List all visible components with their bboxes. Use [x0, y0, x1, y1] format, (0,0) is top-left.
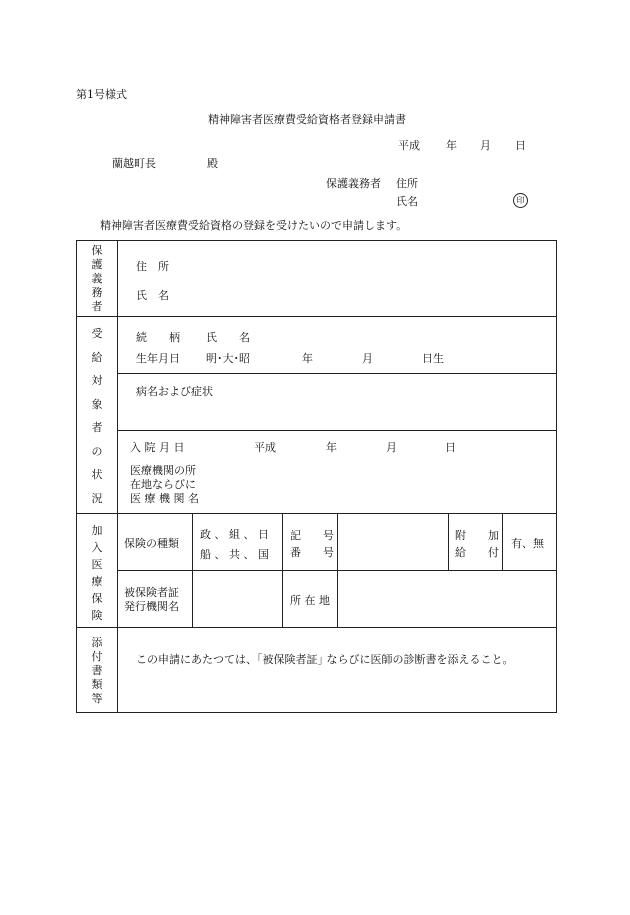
applicant-address-label: 住所 — [396, 177, 418, 190]
birth-month-label: 月 — [362, 352, 373, 365]
yes-no-choice: 有、無 — [511, 537, 544, 550]
row-divider-illness — [117, 373, 557, 374]
birth-day-label: 日生 — [422, 352, 444, 365]
admission-month-label: 月 — [386, 441, 397, 454]
admission-day-label: 日 — [445, 441, 456, 454]
table-border-left — [76, 240, 77, 713]
date-day-label: 日 — [515, 139, 526, 152]
form-number: 第1号様式 — [76, 88, 127, 101]
admission-date-label: 入 院 月 日 — [130, 441, 185, 454]
hospital-label-line2: 在地ならびに — [130, 478, 196, 491]
attachments-note: この申請にあたつては、｢被保険者証｣ ならびに医師の診断書を添えること。 — [136, 653, 514, 666]
honorific: 殿 — [207, 157, 218, 170]
insurance-col-divider-3 — [337, 513, 338, 628]
application-statement: 精神障害者医療費受給資格の登録を受けたいので申請します。 — [100, 219, 408, 232]
issuer-location-label: 所 在 地 — [290, 594, 330, 607]
insurance-col-divider-4 — [448, 513, 449, 571]
seal-mark: 印 — [513, 193, 528, 208]
subject-name-label: 氏 名 — [206, 331, 250, 344]
attached-benefit-line1: 附 加 — [455, 529, 499, 542]
addressee: 蘭越町長 — [112, 157, 156, 170]
birth-eras: 明･大･昭 — [206, 352, 250, 365]
section-divider-guardian — [76, 316, 557, 317]
date-month-label: 月 — [480, 139, 491, 152]
form-title: 精神障害者医療費受給資格者登録申請書 — [208, 113, 406, 126]
date-era: 平成 — [398, 139, 420, 152]
birthdate-label: 生年月日 — [136, 352, 180, 365]
insurance-col-divider-1 — [192, 513, 193, 628]
relation-label: 続 柄 — [136, 331, 180, 344]
guardian-label: 保護義務者 — [326, 177, 381, 190]
illness-label: 病名および症状 — [136, 385, 213, 398]
insurance-types-line2: 船 、 共 、 国 — [200, 548, 269, 561]
subject-section-label: 受給対象者の状況 — [91, 327, 103, 505]
date-year-label: 年 — [446, 139, 457, 152]
number-label: 番 号 — [290, 546, 334, 559]
row-divider-admission — [117, 430, 557, 431]
insurance-col-divider-2 — [282, 513, 283, 628]
insurance-types-line1: 政 、 組 、 日 — [200, 528, 269, 541]
hospital-label-line3: 医 療 機 関 名 — [130, 492, 199, 505]
attached-benefit-line2: 給 付 — [455, 546, 499, 559]
guardian-section-label: 保護義務者 — [91, 244, 103, 313]
table-border-right — [556, 240, 557, 713]
issuer-label-line2: 発行機関名 — [124, 600, 179, 613]
issuer-label-line1: 被保険者証 — [124, 586, 179, 599]
symbol-label: 記 号 — [290, 529, 334, 542]
admission-year-label: 年 — [326, 441, 337, 454]
table-border-bottom — [76, 712, 557, 713]
insurance-type-label: 保険の種類 — [124, 537, 179, 550]
insurance-section-label: 加入医療保険 — [91, 524, 103, 622]
guardian-name-label: 氏 名 — [136, 289, 169, 302]
attachments-section-label: 添付書類等 — [91, 636, 103, 705]
hospital-label-line1: 医療機関の所 — [130, 464, 196, 477]
admission-era: 平成 — [254, 441, 276, 454]
table-border-top — [76, 240, 557, 241]
insurance-col-divider-5 — [502, 513, 503, 571]
applicant-name-label: 氏名 — [396, 195, 418, 208]
label-column-divider — [117, 240, 118, 713]
section-divider-insurance — [76, 627, 557, 628]
section-divider-subject — [76, 513, 557, 514]
birth-year-label: 年 — [302, 352, 313, 365]
guardian-address-label: 住 所 — [136, 260, 169, 273]
